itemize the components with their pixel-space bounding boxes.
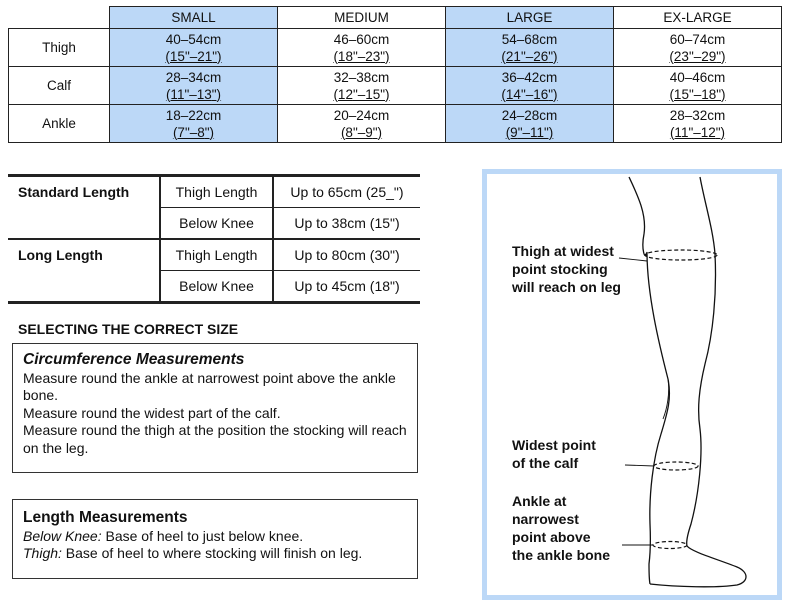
- length-group-label: Standard Length: [8, 176, 160, 208]
- size-cell: 36–42cm (14"–16"): [446, 67, 614, 105]
- size-col-exlarge: EX-LARGE: [614, 7, 782, 29]
- leg-diagram-frame: [482, 169, 782, 600]
- length-group-label: [8, 208, 160, 240]
- below-knee-line: [23, 528, 407, 546]
- length-type: Thigh Length: [160, 239, 273, 271]
- size-cell: 24–28cm (9"–11"): [446, 105, 614, 143]
- length-value: Up to 38cm (15"): [273, 208, 420, 240]
- size-col-medium: MEDIUM: [278, 7, 446, 29]
- size-cell: 20–24cm (8"–9"): [278, 105, 446, 143]
- size-cell: 40–54cm (15"–21"): [110, 29, 278, 67]
- length-value: Up to 45cm (18"): [273, 271, 420, 303]
- length-chart-table: [8, 174, 420, 304]
- size-row-label: Thigh: [9, 29, 110, 67]
- calf-leader-line: [625, 465, 654, 466]
- length-row: [8, 271, 420, 303]
- length-type: Below Knee: [160, 208, 273, 240]
- size-cell: 18–22cm (7"–8"): [110, 105, 278, 143]
- size-cell: 28–32cm (11"–12"): [614, 105, 782, 143]
- calf-label: Widest point of the calf: [512, 437, 596, 471]
- length-group-label: Long Length: [8, 239, 160, 271]
- thigh-lead: Thigh:: [23, 545, 62, 561]
- below-knee-lead: Below Knee:: [23, 527, 102, 544]
- below-knee-text: Base of heel to just below knee.: [101, 527, 304, 544]
- circumference-title: Circumference Measurements: [23, 351, 245, 368]
- length-measurements-box: [12, 499, 418, 579]
- leg-outline-front: [650, 177, 746, 587]
- size-row-calf: [9, 67, 782, 105]
- ankle-label: Ankle at narrowest point above the ankle bone: [512, 493, 611, 563]
- length-type: Thigh Length: [160, 176, 273, 208]
- size-col-large: LARGE: [446, 7, 614, 29]
- length-type: Below Knee: [160, 271, 273, 303]
- length-measurements-title: Length Measurements: [23, 509, 188, 526]
- length-row: [8, 208, 420, 240]
- circumference-line: Measure round the thigh at the position the stocking will reach on the leg.: [23, 422, 407, 456]
- length-value: Up to 80cm (30"): [273, 239, 420, 271]
- size-chart-table: [8, 6, 782, 143]
- size-row-ankle: [9, 105, 782, 143]
- length-group-label: [8, 271, 160, 303]
- length-row: [8, 239, 420, 271]
- size-header-row: [9, 7, 782, 29]
- length-value: Up to 65cm (25_"): [273, 176, 420, 208]
- thigh-leader-line: [619, 258, 647, 261]
- circumference-line: Measure round the widest part of the calf.: [23, 404, 281, 421]
- size-col-small: SMALL: [110, 7, 278, 29]
- size-row-label: Calf: [9, 67, 110, 105]
- circumference-box: [12, 343, 418, 473]
- circumference-line: Measure round the ankle at narrowest point above the ankle bone.: [23, 369, 396, 403]
- thigh-text: Base of heel to where stocking will finish on leg.: [61, 545, 363, 561]
- size-row-thigh: [9, 29, 782, 67]
- selecting-heading: SELECTING THE CORRECT SIZE: [18, 321, 239, 337]
- size-header-corner: [9, 7, 110, 29]
- size-cell: 54–68cm (21"–26"): [446, 29, 614, 67]
- size-row-label: Ankle: [9, 105, 110, 143]
- calf-measure-ellipse: [654, 462, 698, 470]
- size-cell: 46–60cm (18"–23"): [278, 29, 446, 67]
- size-cell: 28–34cm (11"–13"): [110, 67, 278, 105]
- thigh-label: Thigh at widest point stocking will reach on leg: [512, 243, 621, 295]
- length-row: [8, 176, 420, 208]
- leg-outline-back: [629, 177, 669, 584]
- thigh-line: [23, 545, 407, 563]
- size-cell: 32–38cm (12"–15"): [278, 67, 446, 105]
- size-cell: 60–74cm (23"–29"): [614, 29, 782, 67]
- ankle-measure-ellipse: [653, 542, 687, 549]
- thigh-measure-ellipse: [645, 250, 717, 260]
- knee-line: [663, 379, 669, 419]
- size-cell: 40–46cm (15"–18"): [614, 67, 782, 105]
